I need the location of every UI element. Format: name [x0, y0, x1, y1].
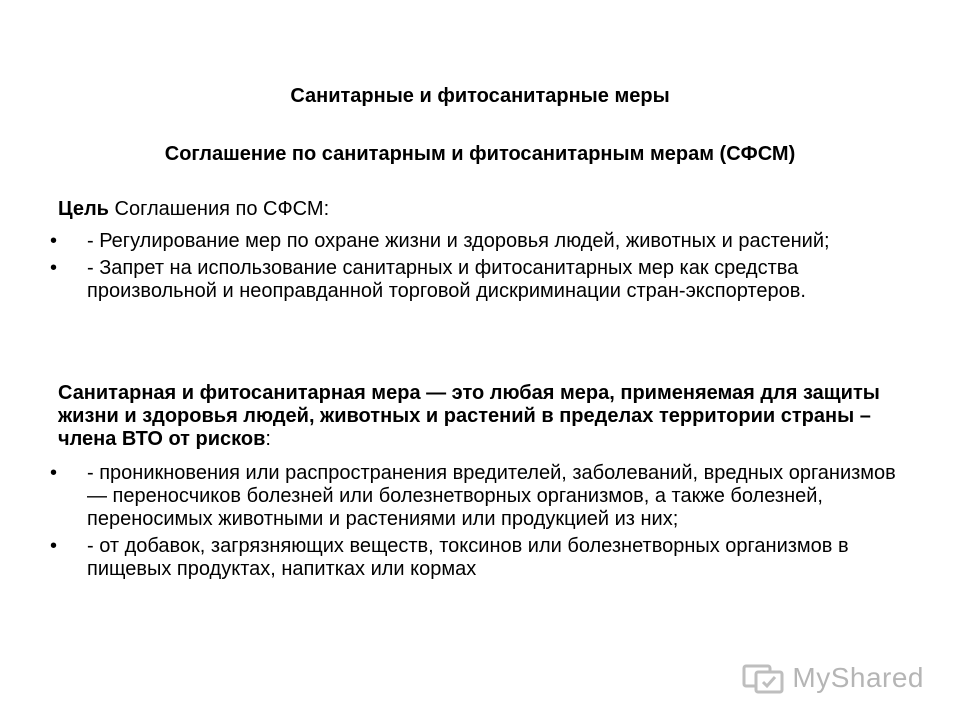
watermark-text: MyShared: [792, 662, 924, 693]
goal-lead-rest: Соглашения по СФСМ:: [108, 198, 330, 220]
goal-list: [0, 230, 907, 307]
bullet-icon: •: [50, 230, 58, 252]
slide-title: Санитарные и фитосанитарные меры: [290, 85, 670, 107]
goal-lead: [58, 198, 329, 221]
list-item-text: - Запрет на использование санитарных и фитосанитарных мер как средства произвольной и неоправданной торговой дискриминации стран-экспортеров.: [87, 257, 806, 302]
list-item-text: - от добавок, загрязняющих веществ, токсинов или болезнетворных организмов в пищевых продуктах, напитках или кормах: [87, 535, 849, 580]
bullet-icon: •: [50, 257, 58, 279]
myshared-watermark[interactable]: [742, 662, 924, 694]
list-item: [0, 230, 907, 253]
goal-lead-bold: Цель: [58, 198, 109, 220]
measure-definition-bold: Санитарная и фитосанитарная мера — это любая мера, применяемая для защиты жизни и здоровья людей, животных и растений в пределах территории страны – члена ВТО от рисков: [58, 382, 880, 450]
measure-list: [0, 462, 907, 585]
slide-subtitle: Соглашение по санитарным и фитосанитарным мерам (СФСМ): [164, 143, 796, 165]
measure-definition: [58, 382, 898, 451]
measure-definition-rest: :: [265, 428, 271, 450]
bullet-icon: •: [50, 462, 58, 484]
bullet-icon: •: [50, 535, 58, 557]
list-item-text: - Регулирование мер по охране жизни и здоровья людей, животных и растений;: [87, 230, 830, 252]
list-item: [0, 257, 907, 303]
list-item: [0, 462, 907, 531]
myshared-logo-icon: [742, 662, 786, 694]
list-item: [0, 535, 907, 581]
list-item-text: - проникновения или распространения вредителей, заболеваний, вредных организмов — переносчиков болезней или болезнетворных организмов, а также болезней, переносимых животными и растениями или продукцией из них;: [87, 462, 896, 530]
